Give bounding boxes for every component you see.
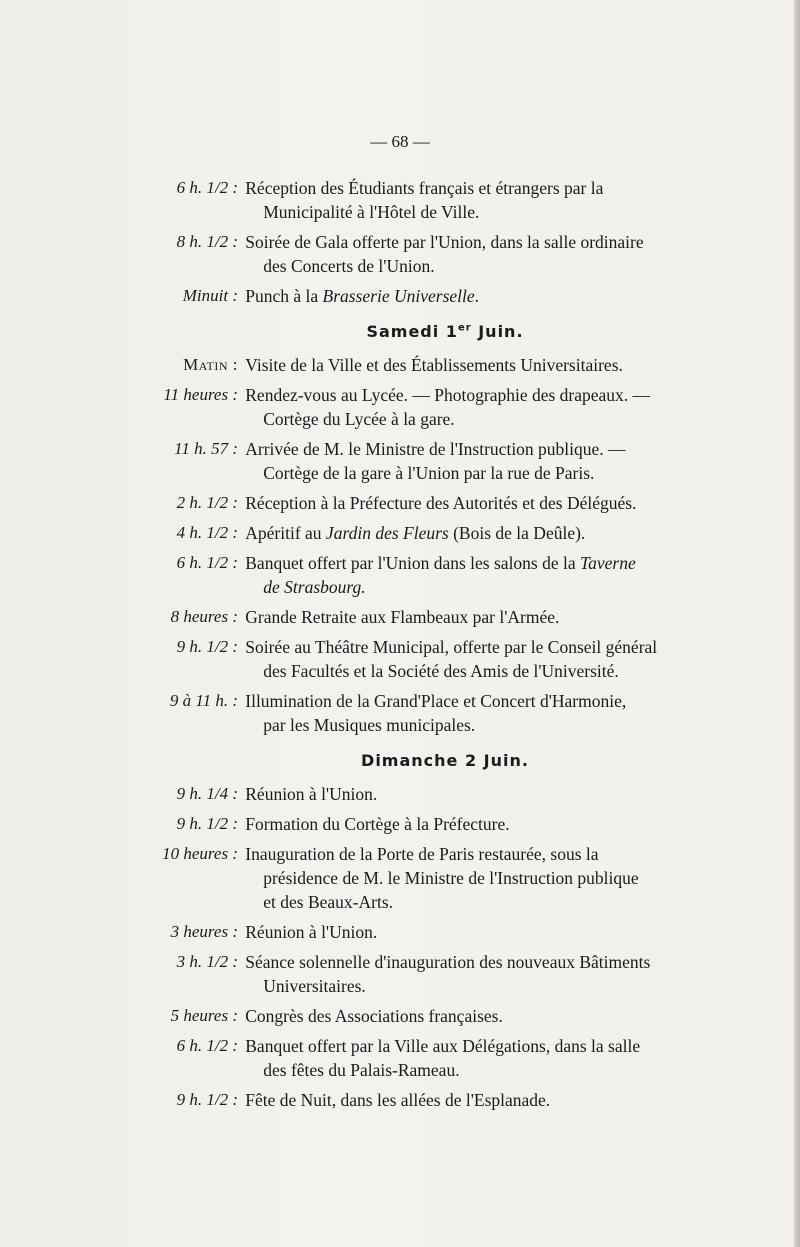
entry-line: Congrès des Associations françaises.: [245, 1006, 503, 1026]
entry-time: Minuit :: [182, 286, 238, 305]
entry-line: Réception des Étudiants français et étrangers par la: [245, 178, 604, 198]
schedule-entry: [130, 812, 678, 836]
entry-description: [245, 383, 678, 431]
schedule-entry: [130, 491, 678, 515]
schedule-entry: [130, 230, 678, 278]
entry-time: 9 h. 1/4 :: [176, 784, 238, 803]
entry-time: 11 h. 57 :: [174, 439, 238, 458]
entry-time: 9 h. 1/2 :: [176, 814, 238, 833]
entry-description: [245, 230, 678, 278]
entry-description: [245, 635, 678, 683]
entry-time: 9 à 11 h. :: [169, 691, 238, 710]
entry-time: 2 h. 1/2 :: [176, 493, 238, 512]
entry-description: [245, 176, 678, 224]
schedule-entry: [130, 1004, 678, 1028]
entry-line: Visite de la Ville et des Établissements Universitaires.: [245, 355, 623, 375]
entry-time: 6 h. 1/2 :: [176, 178, 238, 197]
schedule-entry: [130, 521, 678, 545]
entry-line: Arrivée de M. le Ministre de l'Instruction publique. —: [245, 439, 626, 459]
entry-line: Séance solennelle d'inauguration des nouveaux Bâtiments: [245, 952, 651, 972]
entry-line: et des Beaux-Arts.: [263, 892, 394, 912]
entry-description: [245, 551, 678, 599]
entry-line: Inauguration de la Porte de Paris restaurée, sous la: [245, 844, 599, 864]
venue-name: Taverne: [580, 553, 636, 573]
page-number: — 68 —: [370, 132, 430, 151]
entry-line: des Concerts de l'Union.: [263, 256, 435, 276]
entry-line: Formation du Cortège à la Préfecture.: [245, 814, 510, 834]
schedule-entry: [130, 1034, 678, 1082]
entry-line: Réunion à l'Union.: [245, 922, 378, 942]
entry-line: Banquet offert par la Ville aux Délégations, dans la salle: [245, 1036, 641, 1056]
entry-description: [245, 689, 678, 737]
entry-time: 3 h. 1/2 :: [176, 952, 238, 971]
entry-description: [245, 521, 678, 545]
entry-time: 11 heures :: [163, 385, 238, 404]
day-heading-dimanche: Dimanche 2 Juin.: [361, 751, 529, 770]
entry-line: Illumination de la Grand'Place et Concert d'Harmonie,: [245, 691, 627, 711]
schedule-entry: [130, 782, 678, 806]
entry-text: Banquet offert par l'Union dans les salons de la: [245, 553, 581, 573]
entry-time: 5 heures :: [170, 1006, 238, 1025]
entry-description: [245, 782, 678, 806]
venue-name: Jardin des Fleurs: [325, 523, 449, 543]
entry-description: [245, 437, 678, 485]
entry-line: Réception à la Préfecture des Autorités et des Délégués.: [245, 493, 637, 513]
entry-time: 9 h. 1/2 :: [176, 637, 238, 656]
entry-text: .: [474, 286, 480, 306]
entry-description: [245, 950, 678, 998]
entry-text: Punch à la: [245, 286, 323, 306]
entry-line: Municipalité à l'Hôtel de Ville.: [263, 202, 480, 222]
entry-line: Fête de Nuit, dans les allées de l'Esplanade.: [245, 1090, 551, 1110]
entry-line: par les Musiques municipales.: [263, 715, 476, 735]
entry-time: 8 h. 1/2 :: [176, 232, 238, 251]
entry-description: [245, 491, 678, 515]
schedule-entry: [130, 284, 678, 308]
schedule-entry: [130, 551, 678, 599]
entry-description: [245, 920, 678, 944]
entry-line: Rendez-vous au Lycée. — Photographie des drapeaux. —: [245, 385, 651, 405]
schedule-entry: [130, 689, 678, 737]
schedule-entry: [130, 176, 678, 224]
entry-line: Cortège du Lycée à la gare.: [263, 409, 455, 429]
entry-line: Grande Retraite aux Flambeaux par l'Armée.: [245, 607, 560, 627]
entry-description: [245, 1088, 678, 1112]
entry-line: Cortège de la gare à l'Union par la rue de Paris.: [263, 463, 595, 483]
entry-description: [245, 1034, 678, 1082]
schedule: [130, 176, 678, 1118]
entry-time: 6 h. 1/2 :: [176, 553, 238, 572]
schedule-entry: [130, 635, 678, 683]
entry-time: Matin :: [183, 355, 238, 374]
entry-line: Universitaires.: [263, 976, 366, 996]
entry-description: [245, 605, 678, 629]
entry-time: 3 heures :: [170, 922, 238, 941]
schedule-entry: [130, 605, 678, 629]
entry-time: 6 h. 1/2 :: [176, 1036, 238, 1055]
schedule-entry: [130, 920, 678, 944]
entry-line: Soirée de Gala offerte par l'Union, dans la salle ordinaire: [245, 232, 644, 252]
schedule-entry: [130, 842, 678, 914]
entry-line: Soirée au Théâtre Municipal, offerte par le Conseil général: [245, 637, 658, 657]
entry-description: [245, 812, 678, 836]
schedule-entry: [130, 950, 678, 998]
entry-text: (Bois de la Deûle).: [448, 523, 586, 543]
entry-time: 9 h. 1/2 :: [176, 1090, 238, 1109]
entry-description: [245, 842, 678, 914]
entry-description: [245, 284, 678, 308]
entry-text: Apéritif au: [245, 523, 326, 543]
entry-time: 4 h. 1/2 :: [176, 523, 238, 542]
entry-description: [245, 1004, 678, 1028]
entry-time: 8 heures :: [170, 607, 238, 626]
entry-time: 10 heures :: [162, 844, 238, 863]
schedule-entry: [130, 383, 678, 431]
page-edge: [794, 0, 800, 1247]
schedule-entry: [130, 1088, 678, 1112]
entry-line: présidence de M. le Ministre de l'Instruction publique: [263, 868, 639, 888]
venue-name: de Strasbourg.: [263, 577, 366, 597]
entry-line: des fêtes du Palais-Rameau.: [263, 1060, 460, 1080]
entry-line: des Facultés et la Société des Amis de l'Université.: [263, 661, 619, 681]
schedule-entry: [130, 353, 678, 377]
entry-description: [245, 353, 678, 377]
entry-line: Réunion à l'Union.: [245, 784, 378, 804]
schedule-entry: [130, 437, 678, 485]
day-heading-samedi: Samedi 1er Juin.: [366, 322, 524, 341]
venue-name: Brasserie Universelle: [322, 286, 475, 306]
